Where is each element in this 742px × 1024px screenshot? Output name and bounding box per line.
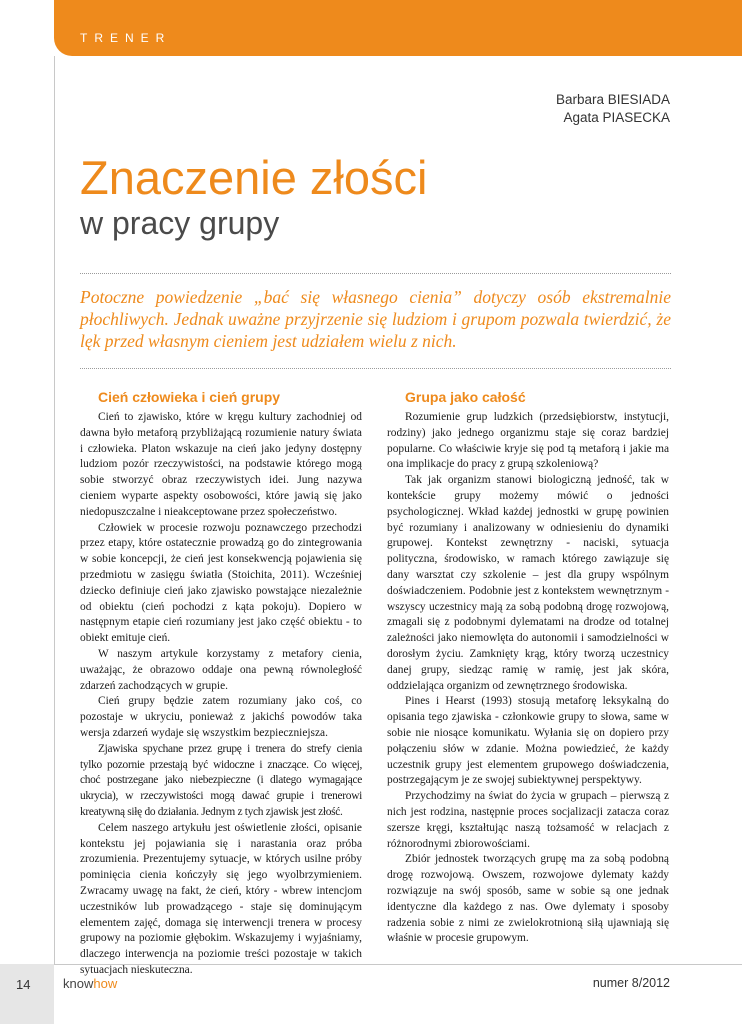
author-name: Barbara BIESIADA	[555, 92, 670, 107]
section-label: TRENER	[80, 31, 172, 45]
magazine-brand	[63, 976, 117, 991]
body-paragraph: Cień to zjawisko, które w kręgu kultury zachodniej od dawna było metaforą przybliżającą rozumienie natury świata i człowieka. Platon wskazuje na cień jako jedyny dostępny ludziom pozór rzeczywistości, na podstawie którego mogą sobie stworzyć obraz rzeczywistych idei. Jung nazywa cieniem wyparte aspekty osobowości, które jawią się jako niedopuszczalne i nieakceptowane przez społeczeństwo.	[80, 411, 362, 518]
body-paragraph: Tak jak organizm stanowi biologiczną jedność, tak w kontekście grupy możemy mówić o jedności psychologicznej. Wkład każdej jednostki w grupę powinien być rozumiany i analizowany w odniesieniu do dynamiki grupowej. Kontekst zewnętrzny - naciski, sytuacja polityczna, środowisko, w ramach którego zawiązuje się dany warsztat czy szkolenie – jest dla grupy wspólnym doświadczeniem. Podobnie jest z kontekstem wewnętrznym - wszyscy uczestnicy mają za sobą podobną drogę rozwojową, zmagali się z podobnymi dylematami na drodze od totalnej zależności jako niemowlęta do autonomii i samodzielności w dorosłym życiu. Zamknięty krąg, który tworzą uczestnicy danej grupy, siedząc ramię w ramię, jest jak skóra, oddzielająca organizm od zewnętrznego środowiska.	[387, 474, 669, 692]
body-paragraph: Przychodzimy na świat do życia w grupach – pierwszą z nich jest rodzina, następnie proces socjalizacji zatacza coraz szersze kręgi, kształtując naszą tożsamość w relacjach z różnorodnymi zbiorowościami.	[387, 790, 669, 850]
body-paragraph: Człowiek w procesie rozwoju poznawczego przechodzi przez etapy, które ostatecznie prowadzą go do zintegrowania w sobie koncepcji, że cień jest konsekwencją pojawienia się przedmiotu w zasięgu światła (Stoichita, 2011). Wcześniej dziecko definiuje cień jako zjawisko powstające niezależnie od obiektu (cień pochodzi z kąta pokoju). Dopiero w następnym etapie cień rozumiany jest jako część obiektu - to obiekt emituje cień.	[80, 521, 362, 645]
body-paragraph: Cień grupy będzie zatem rozumiany jako coś, co pozostaje w ukryciu, ponieważ z jakichś powodów taka wersja zdarzeń wydaje się wszystkim bezpieczniejsza.	[80, 695, 362, 739]
body-paragraph: Celem naszego artykułu jest oświetlenie złości, opisanie kontekstu jej pojawiania się i narastania oraz próba zrozumienia. Prezentujemy sytuacje, w których usilne próby pominięcia cienia kończyły się jego wyolbrzymieniem. Zwracamy uwagę na fakt, że cień, który - wbrew intencjom uczestników lub prowadzącego - staje się dominującym elementem zajęć, domaga się interwencji trenera w procesy grupowy na poziomie głębokim. Wskazujemy i wyjaśniamy, dlaczego interwencja na poziomie treści pozostaje w takich sytuacjach nieskuteczna.	[80, 821, 362, 976]
margin-rule	[54, 56, 55, 964]
page-number: 14	[16, 977, 31, 992]
section-header-bar	[54, 0, 742, 56]
section-heading: Grupa jako całość	[405, 389, 526, 405]
lead-paragraph: Potoczne powiedzenie „bać się własnego cienia” dotyczy osób ekstremalnie płochliwych. Jednak uważne przyjrzenie się ludziom i grupom pozwala twierdzić, że lęk przed własnym cieniem jest udziałem wielu z nich.	[80, 287, 671, 351]
brand-part-know: know	[63, 976, 94, 991]
body-paragraph: Pines i Hearst (1993) stosują metaforę leksykalną do opisania tego zjawiska - członkowie grupy to słowa, same w sobie nie niosące komunikatu. Wyłania się on dopiero przy połączeniu słów w zdanie. Można powiedzieć, że każdy uczestnik grupy jest elementem grupowego doświadczenia, postrzegającym je ze swojej subiektywnej perspektywy.	[387, 695, 669, 787]
text-column-right	[387, 388, 669, 947]
dotted-divider	[80, 273, 671, 274]
body-paragraph: Zjawiska spychane przez grupę i trenera do strefy cienia tylko pozornie przestają być widoczne i znaczące. Co więcej, choć postrzegane jako niebezpieczne (i dlatego wymagające ukrycia), w rzeczywistości mogą dawać grupie i trenerowi kreatywną siłę do działania. Jednym z tych zjawisk jest złość.	[80, 742, 362, 818]
page-number-box	[0, 964, 54, 1024]
section-heading: Cień człowieka i cień grupy	[98, 389, 281, 405]
body-paragraph: W naszym artykule korzystamy z metafory cienia, uważając, że obrazowo oddaje ona pewną równoległość zdarzeń zachodzących w grupie.	[80, 647, 362, 692]
brand-part-how: how	[93, 976, 118, 991]
body-paragraph: Rozumienie grup ludzkich (przedsiębiorstw, instytucji, rodziny) jako jednego organizmu staje się coraz bardziej popularne. Co właściwie kryje się pod tą metaforą i jakie ma ona implikacje do pracy z grupą szkoleniową?	[387, 411, 669, 471]
issue-number: numer 8/2012	[592, 976, 670, 990]
author-name: Agata PIASECKA	[563, 110, 670, 125]
author-list	[556, 91, 670, 127]
article-subtitle: w pracy grupy	[80, 205, 280, 241]
article-title: Znaczenie złości	[80, 151, 428, 204]
dotted-divider	[80, 368, 671, 369]
text-column-left	[80, 388, 362, 979]
body-paragraph: Zbiór jednostek tworzących grupę ma za sobą podobną drogę rozwojową. Owszem, rozwojowe dylematy każdy rozwiązuje na swój sposób, same w sobie są one jednak identyczne dla każdego z nas. Owe dylematy i sposoby radzenia sobie z nimi ze zwielokrotnioną siłą ujawniają się właśnie w procesie grupowym.	[387, 853, 669, 945]
